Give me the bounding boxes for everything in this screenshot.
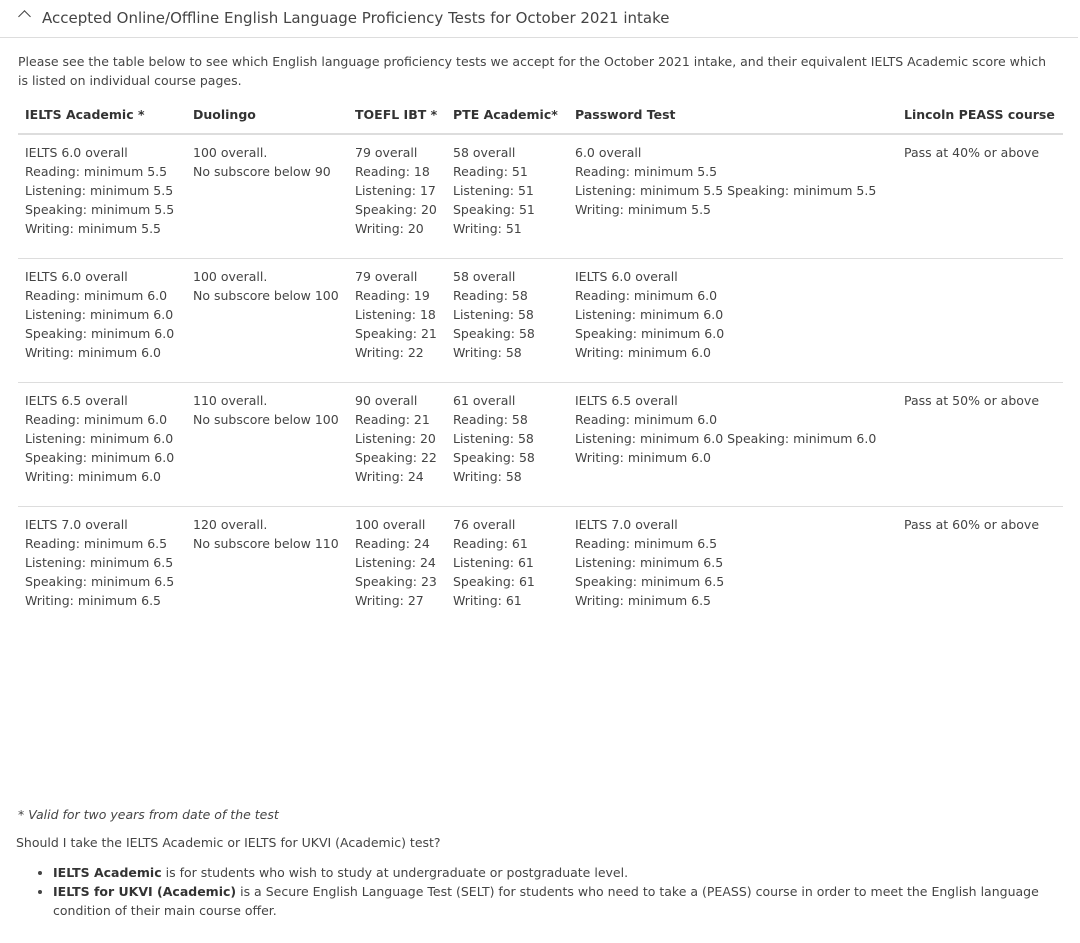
cell-line: IELTS 6.0 overall [25,145,128,160]
cell-line: Reading: minimum 6.0 [575,412,718,427]
cell-line: 79 overall [355,145,418,160]
cell-line: Speaking: 21 [355,326,437,341]
cell-line: Listening: 24 [355,555,436,570]
cell-line: Reading: 61 [453,536,528,551]
cell-line: 58 overall [453,145,516,160]
cell-peass [897,383,1063,507]
cell-toefl [348,383,446,507]
cell-line: Listening: 51 [453,183,534,198]
cell-line: Reading: 24 [355,536,430,551]
cell-line: Reading: minimum 5.5 [25,164,168,179]
intro-text: Please see the table below to see which English language proficiency tests we accept for the October 2021 intake, and their equivalent IELTS Academic score which is listed on individual course pages. [18,54,1047,88]
cell-line: Writing: minimum 6.0 [25,469,161,484]
cell-ielts [18,259,186,383]
cell-line: Speaking: minimum 6.5 [25,574,175,589]
cell-line: Writing: 20 [355,221,424,236]
cell-line: Reading: 18 [355,164,430,179]
cell-line: Reading: minimum 6.0 [575,288,718,303]
cell-line: Listening: 17 [355,183,436,198]
cell-line: Speaking: 58 [453,326,535,341]
cell-line: IELTS 6.5 overall [575,393,678,408]
list-item [53,882,1080,920]
cell-line: Listening: minimum 6.0 [575,307,724,322]
cell-line: Reading: 58 [453,412,528,427]
cell-line: Listening: minimum 6.0 Speaking: minimum 6.0 [575,431,877,446]
cell-duolingo [186,134,348,259]
cell-line: 100 overall [355,517,426,532]
cell-line: Pass at 60% or above [904,517,1040,532]
cell-ielts [18,383,186,507]
cell-line: No subscore below 90 [193,164,331,179]
cell-line: Listening: minimum 6.0 [25,431,174,446]
cell-line: IELTS 7.0 overall [575,517,678,532]
cell-line: Writing: 24 [355,469,424,484]
cell-line: 6.0 overall [575,145,642,160]
cell-duolingo [186,507,348,631]
cell-line: Listening: 18 [355,307,436,322]
cell-line: Speaking: minimum 6.0 [25,326,175,341]
cell-password-test [568,134,897,259]
cell-line: Writing: minimum 6.0 [575,345,711,360]
tests-table [18,105,1063,630]
accordion-header[interactable] [0,0,1078,38]
cell-peass [897,134,1063,259]
footnote: * Valid for two years from date of the test [18,807,279,822]
cell-line: Writing: 27 [355,593,424,608]
cell-line: 100 overall. [193,269,268,284]
cell-password-test [568,383,897,507]
table-header-row [18,105,1063,134]
cell-line: No subscore below 100 [193,412,339,427]
cell-line: Speaking: minimum 5.5 [25,202,175,217]
cell-line: No subscore below 110 [193,536,339,551]
bullet-bold: IELTS Academic [53,865,162,880]
cell-line: Speaking: 20 [355,202,437,217]
cell-line: Listening: minimum 6.0 [25,307,174,322]
cell-pte [446,134,568,259]
list-item [53,863,1080,882]
table-row [18,259,1063,383]
cell-line: Speaking: 61 [453,574,535,589]
cell-ielts [18,507,186,631]
cell-line: 79 overall [355,269,418,284]
cell-line: Listening: minimum 6.5 [25,555,174,570]
cell-line: Listening: minimum 5.5 [25,183,174,198]
cell-line: Writing: minimum 6.5 [25,593,161,608]
cell-peass [897,259,1063,383]
cell-pte [446,259,568,383]
header-pte: PTE Academic* [446,105,568,134]
cell-line: Reading: minimum 5.5 [575,164,718,179]
cell-toefl [348,259,446,383]
header-password-test: Password Test [568,105,897,134]
cell-line: Speaking: 58 [453,450,535,465]
header-peass: Lincoln PEASS course [897,105,1063,134]
bullet-bold: IELTS for UKVI (Academic) [53,884,237,899]
cell-line: 110 overall. [193,393,268,408]
table-row [18,134,1063,259]
cell-line: Listening: minimum 5.5 Speaking: minimum 5.5 [575,183,877,198]
table-row [18,507,1063,631]
cell-line: IELTS 6.0 overall [25,269,128,284]
cell-line: Reading: minimum 6.5 [25,536,168,551]
cell-toefl [348,134,446,259]
question-text: Should I take the IELTS Academic or IELTS for UKVI (Academic) test? [16,835,441,850]
cell-line: Speaking: minimum 6.0 [575,326,725,341]
cell-line: Writing: 61 [453,593,522,608]
cell-password-test [568,507,897,631]
bullet-text: is for students who wish to study at undergraduate or postgraduate level. [161,865,629,880]
cell-line: 120 overall. [193,517,268,532]
cell-line: Writing: minimum 6.0 [575,450,711,465]
cell-password-test [568,259,897,383]
cell-line: Writing: 58 [453,345,522,360]
cell-line: Writing: 51 [453,221,522,236]
cell-line: Speaking: 22 [355,450,437,465]
table-row [18,383,1063,507]
cell-line: Listening: minimum 6.5 [575,555,724,570]
cell-line: Writing: 58 [453,469,522,484]
header-toefl: TOEFL IBT * [348,105,446,134]
cell-line: Reading: minimum 6.0 [25,412,168,427]
cell-line: Reading: 19 [355,288,430,303]
cell-line: Writing: minimum 6.5 [575,593,711,608]
cell-line: 58 overall [453,269,516,284]
cell-peass [897,507,1063,631]
cell-line: Writing: 22 [355,345,424,360]
cell-line: Reading: 58 [453,288,528,303]
cell-line: Speaking: 23 [355,574,437,589]
cell-line: IELTS 7.0 overall [25,517,128,532]
cell-ielts [18,134,186,259]
cell-duolingo [186,383,348,507]
accordion-title[interactable]: Accepted Online/Offline English Language Proficiency Tests for October 2021 intake [42,9,670,27]
cell-line: No subscore below 100 [193,288,339,303]
cell-toefl [348,507,446,631]
cell-line: Reading: 21 [355,412,430,427]
cell-line: Listening: 58 [453,307,534,322]
bullet-list [34,863,1080,920]
cell-line: 76 overall [453,517,516,532]
cell-line: Writing: minimum 6.0 [25,345,161,360]
cell-line: Speaking: 51 [453,202,535,217]
cell-line: 90 overall [355,393,418,408]
cell-line: Speaking: minimum 6.5 [575,574,725,589]
cell-line: Pass at 50% or above [904,393,1040,408]
cell-line: Writing: minimum 5.5 [25,221,161,236]
cell-line: Writing: minimum 5.5 [575,202,711,217]
header-duolingo: Duolingo [186,105,348,134]
cell-pte [446,383,568,507]
cell-line: IELTS 6.5 overall [25,393,128,408]
cell-line: Listening: 20 [355,431,436,446]
cell-line: Listening: 61 [453,555,534,570]
cell-duolingo [186,259,348,383]
chevron-up-icon[interactable] [18,10,31,23]
cell-line: Reading: minimum 6.0 [25,288,168,303]
cell-line: Speaking: minimum 6.0 [25,450,175,465]
cell-line: Reading: minimum 6.5 [575,536,718,551]
cell-pte [446,507,568,631]
cell-line: 100 overall. [193,145,268,160]
cell-line: Listening: 58 [453,431,534,446]
header-ielts: IELTS Academic * [18,105,186,134]
bullet-text: is a Secure English Language Test (SELT) for students who need to take a (PEASS) course in order to meet the English language condition of their main course offer. [53,884,1039,918]
cell-line: Pass at 40% or above [904,145,1040,160]
cell-line: Reading: 51 [453,164,528,179]
cell-line: IELTS 6.0 overall [575,269,678,284]
cell-line: 61 overall [453,393,516,408]
